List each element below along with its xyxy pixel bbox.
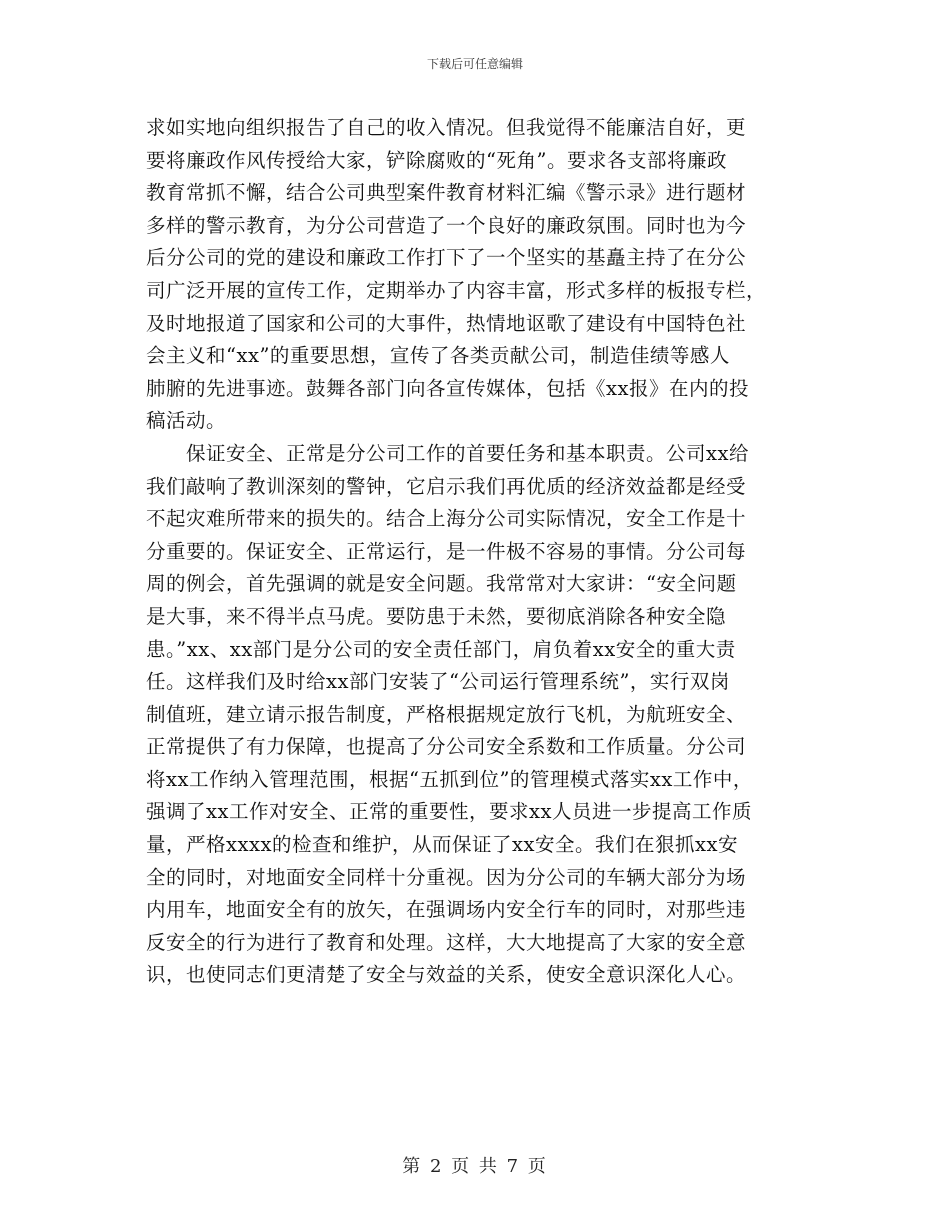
text-line: 后分公司的党的建设和廉政工作打下了一个坚实的基矗主持了在分公 xyxy=(146,246,747,270)
text-line: 要将廉政作风传授给大家，铲除腐败的“死角”。要求各支部将廉政 xyxy=(146,148,727,172)
page-number-footer: 第 2 页 共 7 页 xyxy=(402,1156,548,1177)
text-line: 求如实地向组织报告了自己的收入情况。但我觉得不能廉洁自好，更 xyxy=(146,116,747,139)
text-line: 教育常抓不懈，结合公司典型案件教育材料汇编《警示录》进行题材 xyxy=(146,181,747,205)
paragraph-start-line: 保证安全、正常是分公司工作的首要任务和基本职责。公司xx给 xyxy=(186,441,749,465)
text-line: 及时地报道了国家和公司的大事件，热情地讴歌了建设有中国特色社 xyxy=(146,311,747,335)
text-line: 不起灾难所带来的损失的。结合上海分公司实际情况，安全工作是十 xyxy=(146,507,747,531)
text-line: 我们敲响了教训深刻的警钟，它启示我们再优质的经济效益都是经受 xyxy=(146,474,747,498)
text-line: 多样的警示教育，为分公司营造了一个良好的廉政氛围。同时也为今 xyxy=(146,213,747,237)
text-line: 将xx工作纳入管理范围，根据“五抓到位”的管理模式落实xx工作中， xyxy=(146,767,753,791)
text-line: 分重要的。保证安全、正常运行，是一件极不容易的事情。分公司每 xyxy=(146,539,747,563)
text-line: 会主义和“xx”的重要思想，宣传了各类贡献公司，制造佳绩等感人 xyxy=(146,344,730,368)
text-line: 正常提供了有力保障，也提高了分公司安全系数和工作质量。分公司 xyxy=(146,735,747,759)
text-line: 反安全的行为进行了教育和处理。这样，大大地提高了大家的安全意 xyxy=(146,930,747,954)
text-line: 周的例会，首先强调的就是安全问题。我常常对大家讲：“安全问题 xyxy=(146,572,737,596)
text-line: 司广泛开展的宣传工作，定期举办了内容丰富，形式多样的板报专栏， xyxy=(146,278,767,302)
page-header: 下载后可任意编辑 xyxy=(426,57,523,71)
text-line: 任。这样我们及时给xx部门安装了“公司运行管理系统”，实行双岗 xyxy=(146,670,730,694)
text-line: 强调了xx工作对安全、正常的重要性，要求xx人员进一步提高工作质 xyxy=(146,800,752,824)
text-line: 肺腑的先进事迹。鼓舞各部门向各宣传媒体，包括《xx报》在内的投 xyxy=(146,376,749,400)
text-line: 是大事，来不得半点马虎。要防患于未然，要彻底消除各种安全隐 xyxy=(146,604,727,628)
document-body xyxy=(146,112,806,992)
text-line: 量，严格xxxx的检查和维护，从而保证了xx安全。我们在狠抓xx安 xyxy=(146,833,738,857)
text-line: 稿活动。 xyxy=(146,409,227,433)
text-line: 患。”xx、xx部门是分公司的安全责任部门，肩负着xx安全的重大责 xyxy=(146,637,736,661)
text-line: 制值班，建立请示报告制度，严格根据规定放行飞机，为航班安全、 xyxy=(146,702,747,726)
text-line: 识，也使同志们更清楚了安全与效益的关系，使安全意识深化人心。 xyxy=(146,963,747,987)
text-line: 内用车，地面安全有的放矢，在强调场内安全行车的同时，对那些违 xyxy=(146,898,747,922)
text-line: 全的同时，对地面安全同样十分重视。因为分公司的车辆大部分为场 xyxy=(146,865,747,889)
